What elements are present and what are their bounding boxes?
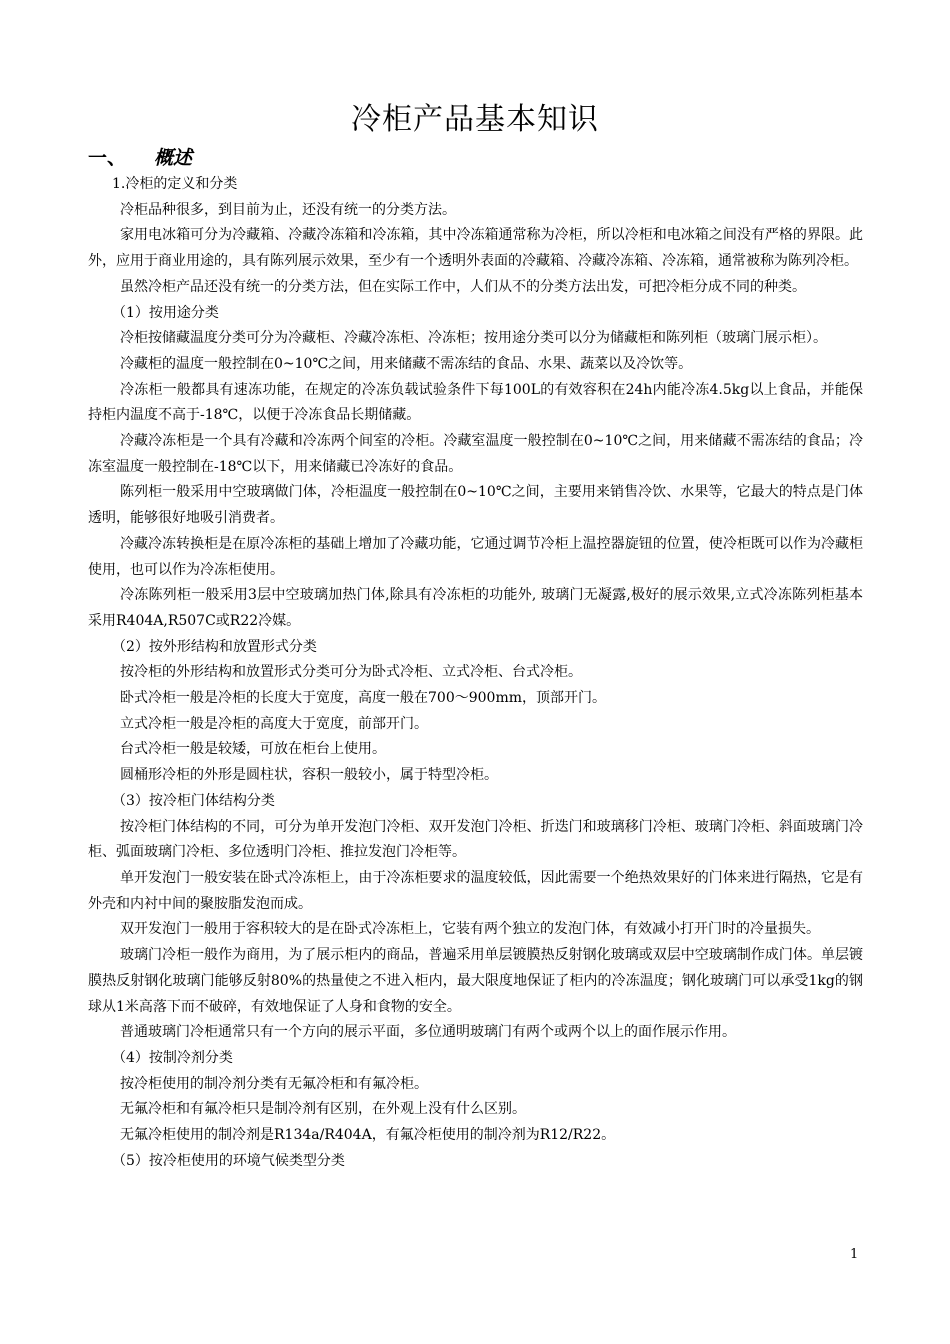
paragraph: 冷藏柜的温度一般控制在0~10℃之间，用来储藏不需冻结的食品、水果、蔬菜以及冷饮等。 — [120, 355, 693, 372]
paragraph: 虽然冷柜产品还没有统一的分类方法，但在实际工作中，人们从不的分类方法出发，可把冷柜分成不同的种类。 — [120, 278, 806, 295]
document-title: 冷柜产品基本知识 — [351, 102, 599, 137]
paragraph: 无氟冷柜和有氟冷柜只是制冷剂有区别，在外观上没有什么区别。 — [120, 1101, 526, 1118]
paragraph: 冷冻陈列柜一般采用3层中空玻璃加热门体,除具有冷冻柜的功能外, 玻璃门无凝露,极好的展示效果,立式冷冻陈列柜基本采用R404A,R507C或R22冷媒。 — [88, 587, 863, 629]
section-title: 概述 — [154, 147, 193, 169]
section-heading — [88, 145, 192, 171]
paragraph: 无氟冷柜使用的制冷剂是R134a/R404A，有氟冷柜使用的制冷剂为R12/R22。 — [120, 1127, 616, 1144]
paragraph: 立式冷柜一般是冷柜的高度大于宽度，前部开门。 — [120, 715, 428, 732]
paragraph: 按冷柜使用的制冷剂分类有无氟冷柜和有氟冷柜。 — [120, 1075, 428, 1092]
paragraph: 单开发泡门一般安装在卧式冷冻柜上，由于冷冻柜要求的温度较低，因此需要一个绝热效果好的门体来进行隔热，它是有外壳和内衬中间的聚胺脂发泡而成。 — [88, 869, 863, 912]
paragraph-subheading: （2）按外形结构和放置形式分类 — [112, 638, 317, 655]
paragraph: 玻璃门冷柜一般作为商用，为了展示柜内的商品，普遍采用单层镀膜热反射钢化玻璃或双层中空玻璃制作成门体。单层镀膜热反射钢化玻璃门能够反射80%的热量使之不进入柜内，最大限度地保证了柜内的冷冻温度；钢化玻璃门可以承受1kg的钢球从1米高落下而不破碎，有效地保证了人身和食物的安全。 — [88, 947, 863, 1015]
paragraph: 台式冷柜一般是较矮，可放在柜台上使用。 — [120, 741, 386, 758]
paragraph: 圆桶形冷柜的外形是圆柱状，容积一般较小，属于特型冷柜。 — [120, 767, 498, 784]
page-number: 1 — [850, 1247, 859, 1262]
paragraph: 按冷柜门体结构的不同，可分为单开发泡门冷柜、双开发泡门冷柜、折迭门和玻璃移门冷柜、玻璃门冷柜、斜面玻璃门冷柜、弧面玻璃门冷柜、多位透明门冷柜、推拉发泡门冷柜等。 — [88, 818, 863, 861]
paragraph-subheading: （3）按冷柜门体结构分类 — [112, 792, 275, 809]
paragraph: 冷藏冷冻柜是一个具有冷藏和冷冻两个间室的冷柜。冷藏室温度一般控制在0~10℃之间，用来储藏不需冻结的食品；冷冻室温度一般控制在-18℃以下，用来储藏已冷冻好的食品。 — [88, 433, 863, 475]
document-body — [88, 172, 863, 1174]
section-number: 一、 — [88, 147, 127, 169]
paragraph-subheading: （5）按冷柜使用的环境气候类型分类 — [112, 1152, 345, 1169]
paragraph: 冷藏冷冻转换柜是在原冷冻柜的基础上增加了冷藏功能，它通过调节冷柜上温控器旋钮的位置，使冷柜既可以作为冷藏柜使用，也可以作为冷冻柜使用。 — [88, 535, 863, 578]
paragraph-subheading: （4）按制冷剂分类 — [112, 1049, 233, 1066]
paragraph: 双开发泡门一般用于容积较大的是在卧式冷冻柜上，它装有两个独立的发泡门体，有效减小打开门时的冷量损失。 — [120, 921, 820, 938]
paragraph: 家用电冰箱可分为冷藏箱、冷藏冷冻箱和冷冻箱，其中冷冻箱通常称为冷柜，所以冷柜和电冰箱之间没有严格的界限。此外，应用于商业用途的，具有陈列展示效果，至少有一个透明外表面的冷藏箱、冷藏冷冻箱、冷冻箱，通常被称为陈列冷柜。 — [88, 227, 863, 270]
paragraph: 冷冻柜一般都具有速冻功能，在规定的冷冻负载试验条件下每100L的有效容积在24h内能冷冻4.5kg以上食品，并能保持柜内温度不高于-18℃，以便于冷冻食品长期储藏。 — [88, 381, 863, 424]
paragraph: 卧式冷柜一般是冷柜的长度大于宽度，高度一般在700～900mm，顶部开门。 — [120, 690, 606, 707]
paragraph-subheading: 1.冷柜的定义和分类 — [112, 176, 238, 192]
paragraph: 陈列柜一般采用中空玻璃做门体，冷柜温度一般控制在0~10℃之间，主要用来销售冷饮、水果等，它最大的特点是门体透明，能够很好地吸引消费者。 — [88, 484, 863, 527]
paragraph: 冷柜品种很多，到目前为止，还没有统一的分类方法。 — [120, 201, 456, 218]
paragraph: 冷柜按储藏温度分类可分为冷藏柜、冷藏冷冻柜、冷冻柜；按用途分类可以分为储藏柜和陈列柜（玻璃门展示柜）。 — [120, 330, 827, 347]
paragraph: 按冷柜的外形结构和放置形式分类可分为卧式冷柜、立式冷柜、台式冷柜。 — [120, 664, 582, 681]
paragraph: 普通玻璃门冷柜通常只有一个方向的展示平面，多位通明玻璃门有两个或两个以上的面作展示作用。 — [120, 1024, 736, 1041]
paragraph-subheading: （1）按用途分类 — [112, 304, 219, 321]
